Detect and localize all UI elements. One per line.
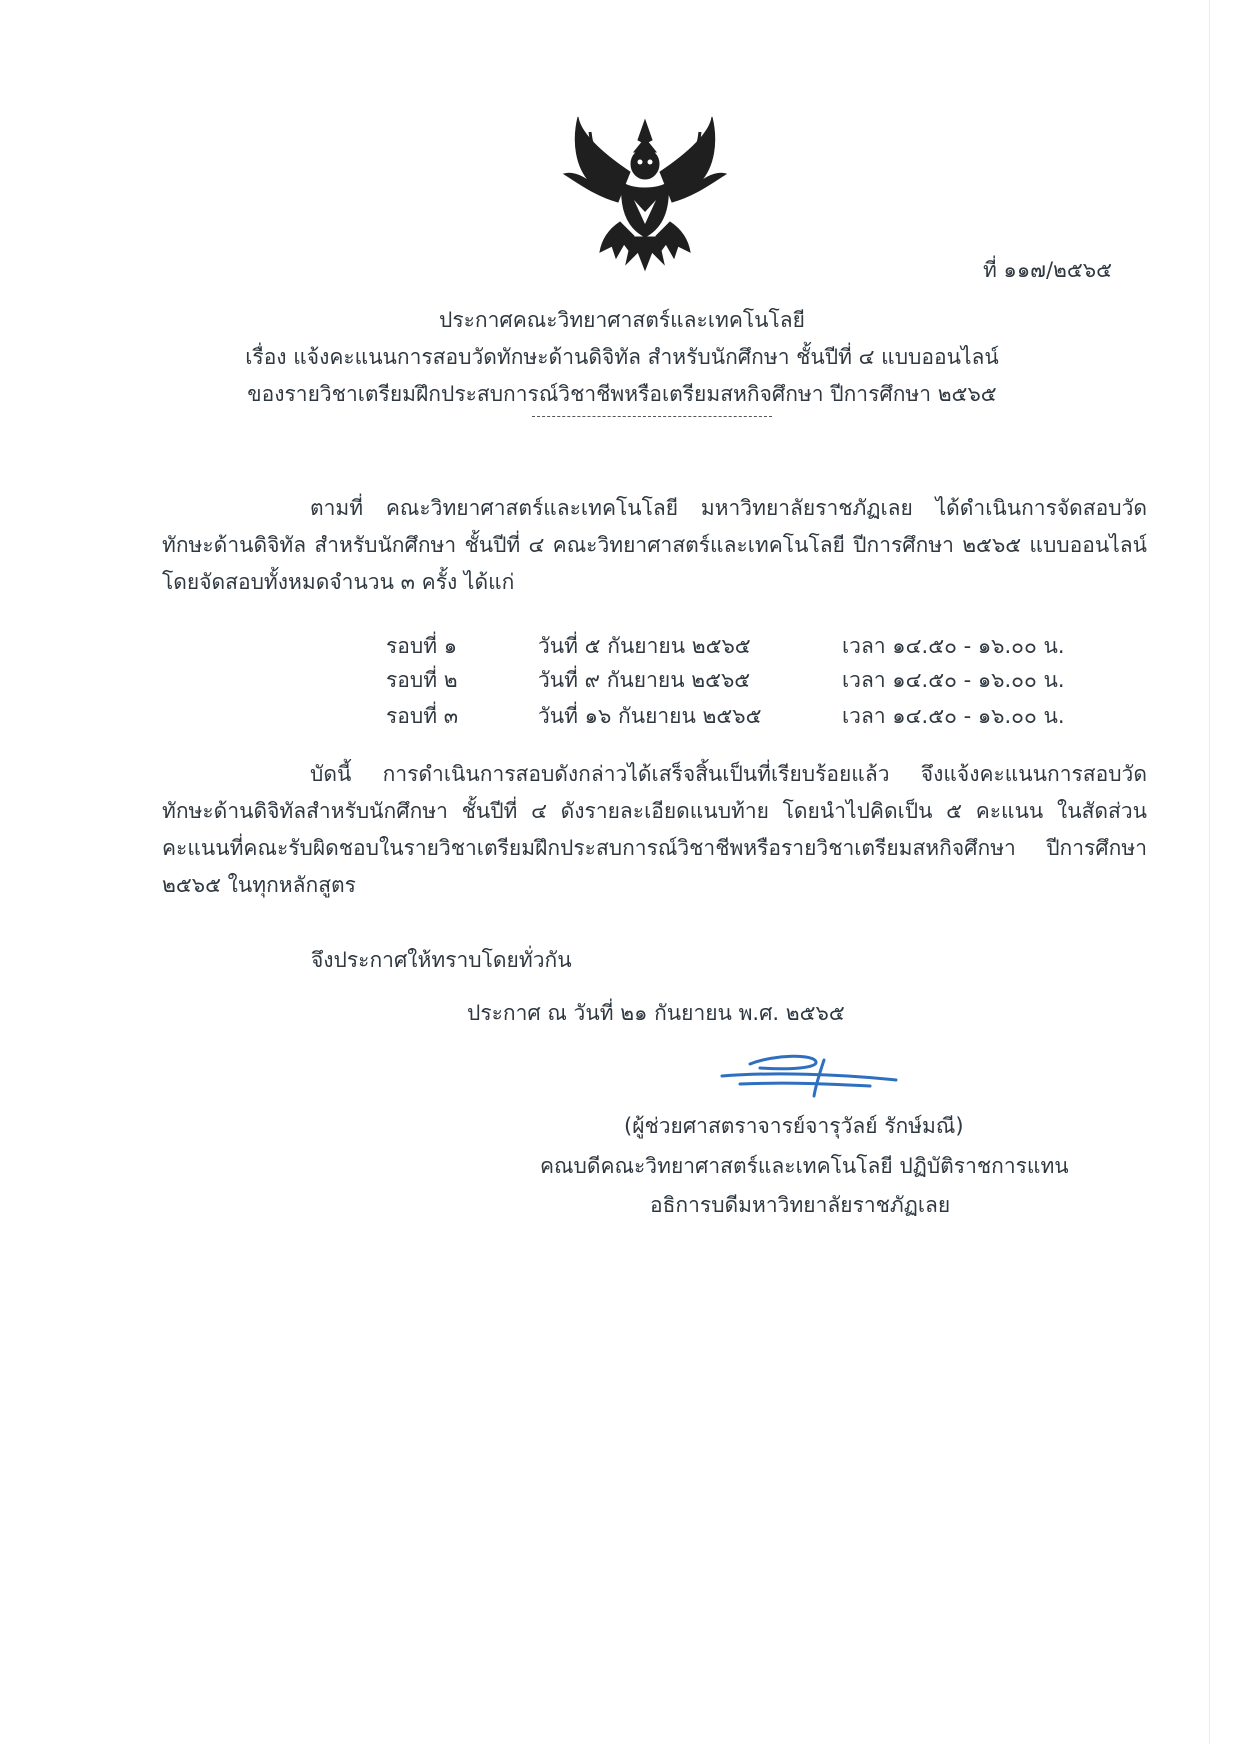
intro-paragraph: ตามที่ คณะวิทยาศาสตร์และเทคโนโลยี มหาวิทยาลัยราชภัฏเลย ได้ดำเนินการจัดสอบวัดทักษะด้านดิจิทัล สำหรับนักศึกษา ชั้นปีที่ ๔ คณะวิทยาศาสตร์และเทคโนโลยี ปีการศึกษา ๒๕๖๕ แบบออนไลน์ โดยจัดสอบทั้งหมดจำนวน ๓ ครั้ง ได้แก่ <box>162 496 1147 594</box>
handwritten-signature <box>720 1050 900 1100</box>
schedule-time: เวลา ๑๔.๕๐ - ๑๖.๐๐ น. <box>842 634 1065 658</box>
garuda-emblem <box>560 112 730 272</box>
announcement-subject-continued: ของรายวิชาเตรียมฝึกประสบการณ์วิชาชีพหรือเตรียมสหกิจศึกษา ปีการศึกษา ๒๕๖๕ <box>247 382 997 406</box>
schedule-date: วันที่ ๑๖ กันยายน ๒๕๖๕ <box>538 704 762 728</box>
signer-name: (ผู้ช่วยศาสตราจารย์จารุวัลย์ รักษ์มณี) <box>624 1114 964 1138</box>
announcement-date: ประกาศ ณ วันที่ ๒๑ กันยายน พ.ศ. ๒๕๖๕ <box>467 1001 845 1025</box>
signer-position-acting: อธิการบดีมหาวิทยาลัยราชภัฏเลย <box>650 1193 951 1217</box>
closing-statement: จึงประกาศให้ทราบโดยทั่วกัน <box>311 948 572 972</box>
schedule-date: วันที่ ๙ กันยายน ๒๕๖๕ <box>538 668 751 692</box>
schedule-time: เวลา ๑๔.๕๐ - ๑๖.๐๐ น. <box>842 704 1065 728</box>
header-divider <box>532 416 772 417</box>
announcement-subject: เรื่อง แจ้งคะแนนการสอบวัดทักษะด้านดิจิทัล สำหรับนักศึกษา ชั้นปีที่ ๔ แบบออนไลน์ <box>245 345 999 369</box>
schedule-row <box>0 630 1244 662</box>
signer-position: คณบดีคณะวิทยาศาสตร์และเทคโนโลยี ปฏิบัติราชการแทน <box>540 1154 1069 1178</box>
reference-number: ที่ ๑๑๗/๒๕๖๕ <box>983 258 1113 282</box>
result-paragraph: บัดนี้ การดำเนินการสอบดังกล่าวได้เสร็จสิ้นเป็นที่เรียบร้อยแล้ว จึงแจ้งคะแนนการสอบวัดทักษะด้านดิจิทัลสำหรับนักศึกษา ชั้นปีที่ ๔ ดังรายละเอียดแนบท้าย โดยนำไปคิดเป็น ๕ คะแนน ในสัดส่วนคะแนนที่คณะรับผิดชอบในรายวิชาเตรียมฝึกประสบการณ์วิชาชีพหรือรายวิชาเตรียมสหกิจศึกษา ปีการศึกษา ๒๕๖๕ ในทุกหลักสูตร <box>162 762 1147 897</box>
schedule-row <box>0 664 1244 696</box>
schedule-time: เวลา ๑๔.๕๐ - ๑๖.๐๐ น. <box>842 668 1065 692</box>
schedule-date: วันที่ ๕ กันยายน ๒๕๖๕ <box>538 634 751 658</box>
schedule-round: รอบที่ ๑ <box>386 634 458 658</box>
announcement-issuer: ประกาศคณะวิทยาศาสตร์และเทคโนโลยี <box>439 308 805 332</box>
schedule-round: รอบที่ ๒ <box>386 668 458 692</box>
schedule-round: รอบที่ ๓ <box>386 704 459 728</box>
page-edge-line <box>1209 0 1210 1744</box>
schedule-row <box>0 700 1244 732</box>
